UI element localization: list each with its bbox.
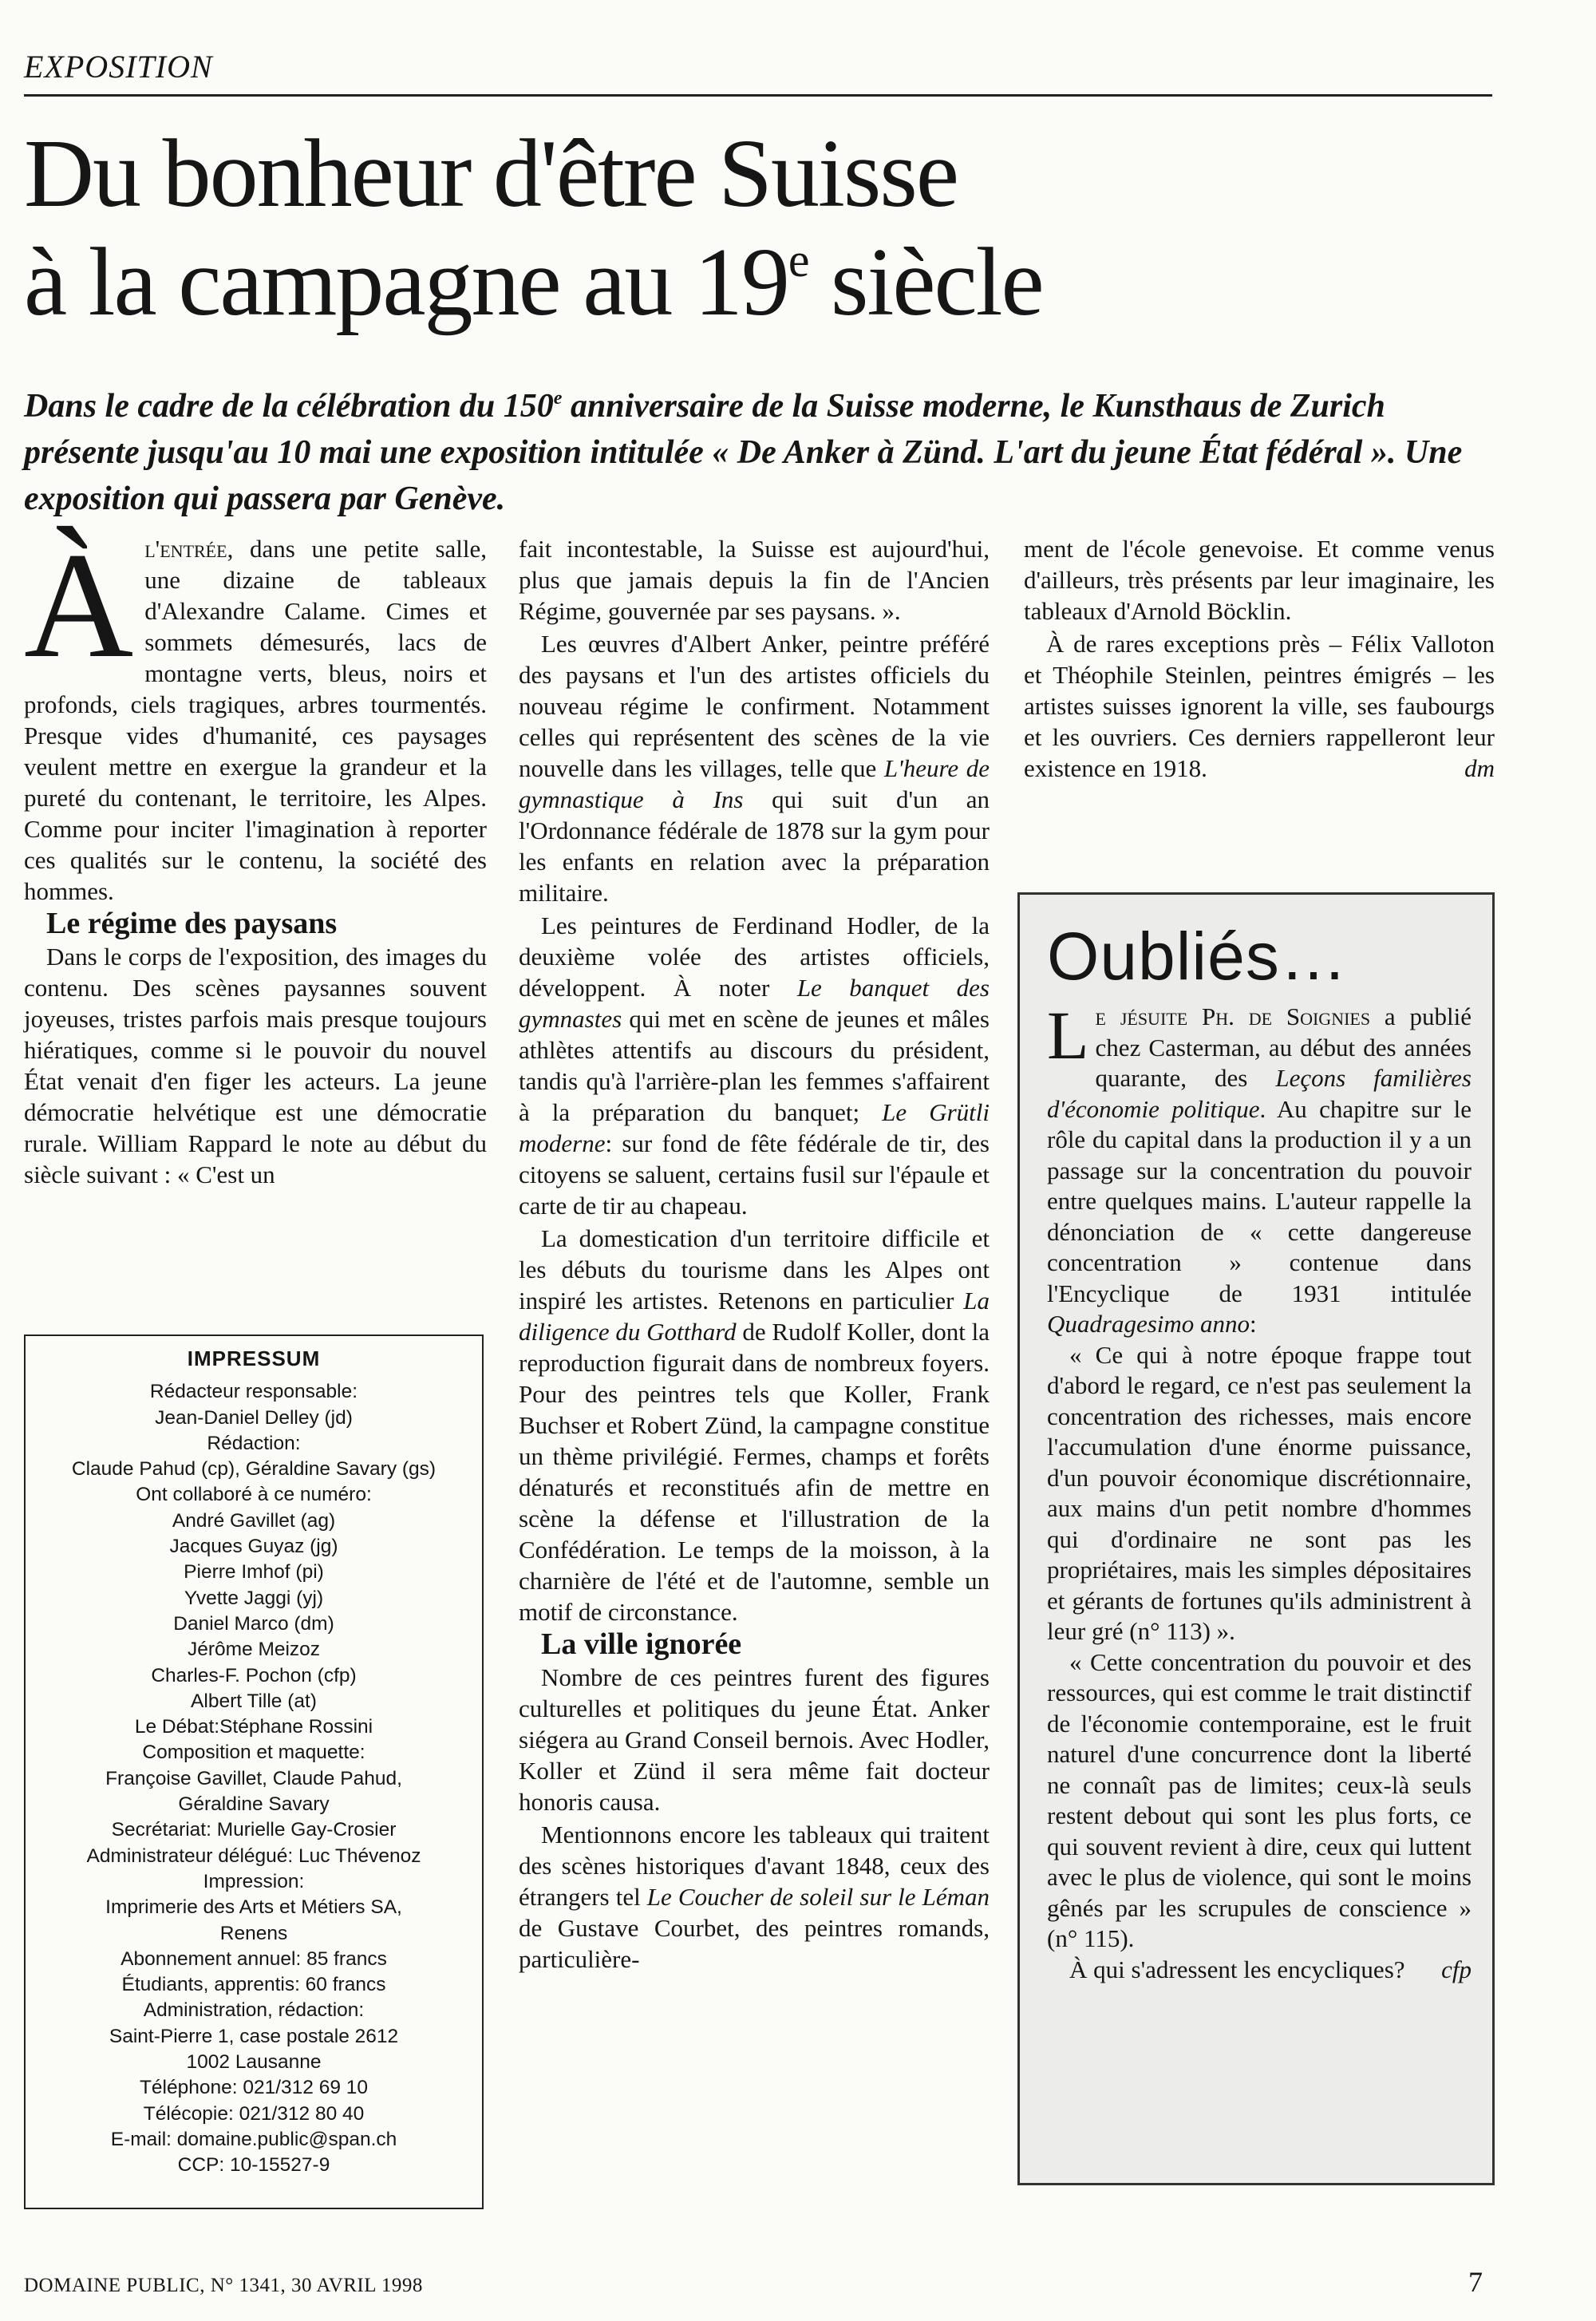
impressum-line: André Gavillet (ag)	[172, 1509, 336, 1532]
headline-sup: e	[788, 234, 808, 287]
text-run: Les peintures de Ferdinand Hodler, de la deuxième volée des artistes officiels, développent. À noter	[519, 911, 990, 1002]
text-run: Mentionnons encore les tableaux qui traitent des scènes historiques d'avant 1848, ceux des étrangers tel	[519, 1821, 990, 1911]
text-run: qui met en scène de jeunes et mâles athlètes attentifs au discours du président, tandis qu'à l'arrière-plan les femmes s'affairent à la préparation du banquet;	[519, 1005, 990, 1126]
oublies-paragraph-2: « Ce qui à notre époque frappe tout d'abord le regard, ce n'est pas seulement la concentration des richesses, mais encore l'accumulation d'une énorme puissance, d'un pouvoir économique discrétionnaire, aux mains d'un petit nombre d'hommes qui d'ordinaire ne sont pas les propriétaires, mais les simples dépositaires et gérants de fortunes qu'ils administrent à leur gré (n° 113) ».	[1047, 1340, 1472, 1645]
artwork-title: Le Grütli moderne	[519, 1098, 990, 1157]
text-run: qui suit d'un an l'Ordonnance fédérale de 1878 sur la gym pour les enfants en relation avec la préparation militaire.	[519, 785, 990, 907]
text-run: . Au chapitre sur le rôle du capital dans la production il y a un passage sur la concentration du pouvoir entre quelques mains. L'auteur rappelle la dénonciation de « cette dangereuse concentration » contenue dans l'Encyclique de 1931 intitulée	[1047, 1094, 1472, 1307]
impressum-line: Administrateur délégué: Luc Thévenoz	[86, 1845, 421, 1867]
text-run: À qui s'adressent les encycliques?	[1069, 1955, 1405, 1983]
oublies-paragraph-3: « Cette concentration du pouvoir et des ressources, qui est comme le trait distinctif de l'économie contemporaine, est le fruit naturel d'une concurrence dont la liberté ne connaît pas de limites; ceux-là seuls restent debout qui sont les plus forts, ce qui souvent revient à dire, ceux qui luttent avec le plus de violence, qui sont le moins gênés par les scrupules de conscience » (n° 115).	[1047, 1647, 1472, 1952]
impressum-line: Yvette Jaggi (yj)	[184, 1587, 324, 1609]
headline-line2-pre: à la campagne au 19	[24, 228, 788, 336]
article-column-3	[1024, 533, 1495, 785]
chapo	[24, 383, 1492, 522]
impressum-line: Renens	[219, 1922, 288, 1944]
col1-p1-text: , dans une petite salle, une dizaine de tableaux d'Alexandre Calame. Cimes et sommets démesurés, lacs de montagne verts, bleus, noirs et profonds, ciels tragiques, arbres tourmentés. Presque vides d'humanité, ces paysages veulent mettre en exergue la grandeur et la pureté du contenant, le territoire, les Alpes. Comme pour inciter l'imagination à reporter ces qualités sur le contenu, la société des hommes.	[24, 535, 487, 905]
text-run: À de rares exceptions près – Félix Valloton et Théophile Steinlen, peintres émigrés – les artistes suisses ignorent la ville, ses faubourgs et les ouvriers. Ces derniers rappelleront leur existence en 1918.	[1024, 630, 1495, 782]
impressum-line: Albert Tille (at)	[191, 1690, 317, 1712]
book-title: Leçons familières d'économie politique	[1047, 1064, 1472, 1123]
impressum-line: Étudiants, apprentis: 60 francs	[121, 1974, 386, 1996]
headline-line1: Du bonheur d'être Suisse	[24, 120, 958, 227]
chapo-post: anniversaire de la Suisse moderne, le Kunsthaus de Zurich présente jusqu'au 10 mai une exposition intitulée « De Anker à Zünd. L'art du jeune État fédéral ». Une exposition qui passera par Genève.	[24, 388, 1463, 517]
text-run: La domestication d'un territoire difficile et les débuts du tourisme dans les Alpes ont inspiré les artistes. Retenons en particulier	[519, 1224, 990, 1315]
impressum-box	[24, 1334, 484, 2209]
impressum-line: Pierre Imhof (pi)	[184, 1561, 324, 1584]
subhead-regime: Le régime des paysans	[46, 907, 338, 940]
text-run: :	[1250, 1310, 1257, 1338]
impressum-line: Géraldine Savary	[178, 1793, 330, 1816]
impressum-line: Rédaction:	[207, 1432, 301, 1454]
impressum-line: Jean-Daniel Delley (jd)	[155, 1406, 353, 1429]
lead-smallcaps: e jésuite Ph. de Soignies	[1095, 1002, 1371, 1030]
artwork-title: Le banquet des gymnastes	[519, 974, 990, 1033]
subhead-ville: La ville ignorée	[541, 1627, 742, 1661]
impressum-line: Composition et maquette:	[142, 1742, 365, 1764]
col3-paragraph-2	[1024, 628, 1495, 784]
impressum-line: Saint-Pierre 1, case postale 2612	[109, 2025, 399, 2047]
article-column-1	[24, 522, 487, 1192]
text-run: de Rudolf Koller, dont la reproduction figurait dans de nombreux foyers. Pour des peintres tels que Koller, Frank Buchser et Robert Zünd, la campagne constitue un thème privilégié. Fermes, champs et forêts dénaturés et reconstitués afin de mettre en scène la défense et l'illustration de la Confédération. Le temps de la moisson, à la charnière de l'été et de l'automne, semble un motif de circonstance.	[519, 1318, 990, 1626]
article-column-2	[519, 533, 990, 1976]
top-rule	[24, 94, 1492, 97]
footer-publication: DOMAINE PUBLIC, N° 1341, 30 AVRIL 1998	[24, 2275, 423, 2296]
headline-line2-post: siècle	[808, 228, 1043, 336]
chapo-pre: Dans le cadre de la célébration du 150	[24, 388, 554, 425]
impressum-line: Imprimerie des Arts et Métiers SA,	[105, 1896, 402, 1919]
col2-paragraph-3	[519, 910, 990, 1221]
impressum-lines	[26, 1379, 482, 2178]
impressum-line: Abonnement annuel: 85 francs	[120, 1947, 387, 1970]
impressum-line: 1002 Lausanne	[186, 2051, 322, 2074]
oublies-drop-cap: L	[1047, 997, 1089, 1074]
impressum-line: CCP: 10-15527-9	[177, 2154, 330, 2177]
lead-smallcaps: l'entrée	[144, 535, 227, 563]
artwork-title: Le Coucher de soleil sur le Léman	[646, 1883, 990, 1911]
impressum-line: Impression:	[203, 1870, 305, 1892]
impressum-line: Françoise Gavillet, Claude Pahud,	[105, 1767, 402, 1789]
headline	[24, 120, 1492, 337]
encyclical-title: Quadragesimo anno	[1047, 1310, 1250, 1338]
col2-paragraph-6	[519, 1819, 990, 1975]
col2-paragraph-4	[519, 1223, 990, 1627]
text-run: : sur fond de fête fédérale de tir, des citoyens se saluent, certains fusil sur l'épaule et carte de tir au chapeau.	[519, 1129, 990, 1220]
chapo-sup: e	[553, 388, 563, 409]
impressum-line: Télécopie: 021/312 80 40	[143, 2102, 365, 2125]
col1-paragraph-2: Dans le corps de l'exposition, des images du contenu. Des scènes paysannes souvent joyeuses, tristes parfois mais presque toujours hiératiques, comme si le pouvoir du nouvel État venait d'en figer les acteurs. La jeune démocratie helvétique est une démocratie rurale. William Rappard le note au début du siècle suivant : « C'est un	[24, 943, 487, 1188]
author-signature: dm	[1464, 754, 1495, 782]
page-number: 7	[1468, 2266, 1483, 2298]
col2-paragraph-1: fait incontestable, la Suisse est aujourd'hui, plus que jamais depuis la fin de l'Ancien Régime, gouvernée par ses paysans. ».	[519, 535, 990, 625]
col2-paragraph-5: Nombre de ces peintres furent des figures culturelles et politiques du jeune État. Anker siégera au Grand Conseil bernois. Avec Hodler, Koller et Zünd il sera même fait docteur honoris causa.	[519, 1663, 990, 1816]
impressum-title: IMPRESSUM	[187, 1346, 321, 1370]
oublies-paragraph-4	[1047, 1955, 1472, 1986]
col1-paragraph-1	[24, 522, 487, 907]
col3-paragraph-1: ment de l'école genevoise. Et comme venus d'ailleurs, très présents par leur imaginaire, les tableaux d'Arnold Böcklin.	[1024, 535, 1495, 625]
impressum-line: E-mail: domaine.public@span.ch	[110, 2128, 397, 2150]
section-label: EXPOSITION	[24, 49, 213, 85]
impressum-line: Administration, rédaction:	[143, 1999, 365, 2022]
impressum-line: Daniel Marco (dm)	[173, 1612, 334, 1635]
drop-cap: À	[24, 522, 134, 690]
impressum-line: Téléphone: 021/312 69 10	[139, 2077, 369, 2099]
oublies-box	[1017, 892, 1495, 2185]
artwork-title: La diligence du Gotthard	[519, 1287, 990, 1346]
text-run: de Gustave Courbet, des peintres romands, particulière-	[519, 1914, 990, 1973]
text-run: Les œuvres d'Albert Anker, peintre préféré des paysans et l'un des artistes officiels du nouveau régime le confirment. Notamment celles qui représentent des scènes de la vie nouvelle dans les villages, telle que	[519, 630, 990, 782]
impressum-line: Rédacteur responsable:	[149, 1381, 358, 1403]
artwork-title: L'heure de gymnastique à Ins	[519, 754, 990, 813]
oublies-signature: cfp	[1441, 1955, 1472, 1983]
impressum-line: Charles-F. Pochon (cfp)	[151, 1664, 357, 1686]
oublies-title: Oubliés…	[1047, 919, 1348, 994]
oublies-paragraph-1	[1047, 997, 1472, 1340]
impressum-line: Ont collaboré à ce numéro:	[136, 1484, 372, 1506]
impressum-line: Secrétariat: Murielle Gay-Crosier	[111, 1819, 397, 1841]
impressum-line: Jérôme Meizoz	[187, 1639, 321, 1661]
impressum-line: Le Débat:Stéphane Rossini	[134, 1716, 373, 1738]
impressum-line: Jacques Guyaz (jg)	[169, 1536, 338, 1558]
col2-paragraph-2	[519, 628, 990, 908]
impressum-line: Claude Pahud (cp), Géraldine Savary (gs)	[71, 1458, 437, 1481]
text-run: a publié chez Casterman, au début des années quarante, des	[1095, 1002, 1472, 1092]
